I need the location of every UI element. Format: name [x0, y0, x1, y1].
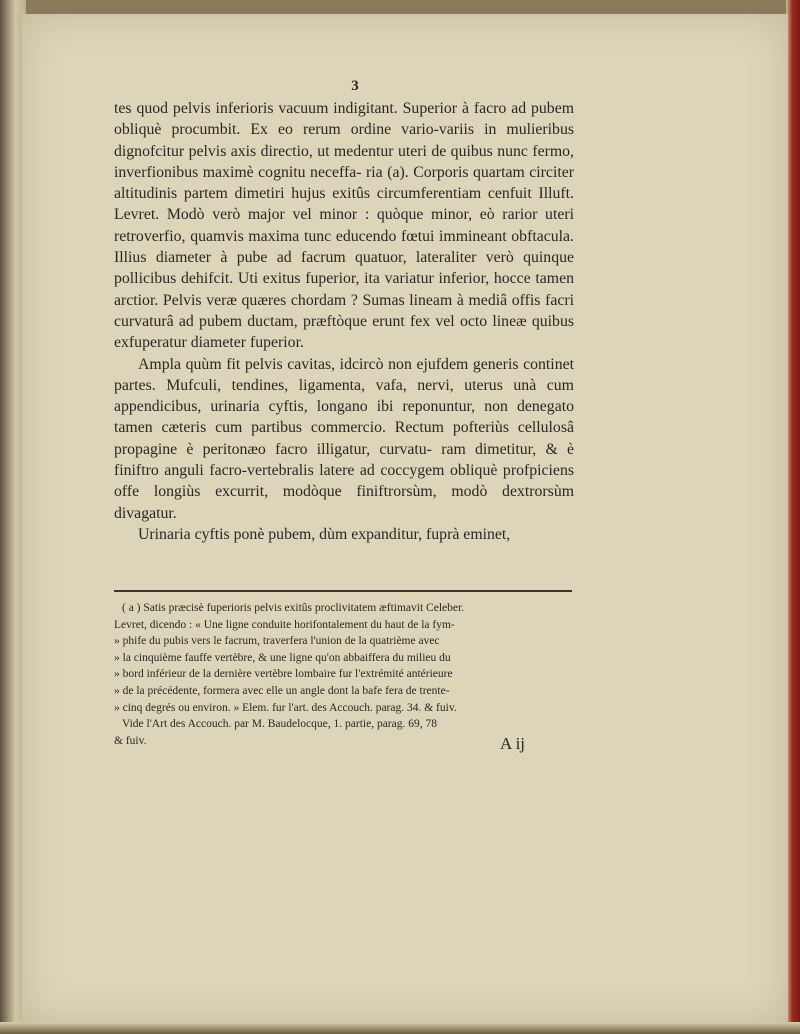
text-line: de quibus nunc fermo, inverfionibus maximè cognitu neceffa-: [114, 142, 575, 181]
paragraph-1: [114, 98, 574, 354]
paragraph-3: [114, 524, 574, 545]
text-line: ram dimetitur, & è finiftro anguli facro-vertebralis latere ad: [114, 440, 575, 480]
text-line: continet partes. Mufculi, tendines, ligamenta, vafa, nervi, uterus: [114, 355, 574, 394]
footnote-line: » de la précédente, formera avec elle un angle dont la bafe fera de trente-: [114, 684, 450, 697]
text-line: hujus exitûs circumferentiam cenfuit Illuft. Levret. Modò verò: [114, 185, 574, 224]
footnote-rule: [114, 590, 572, 592]
page-number: 3: [351, 78, 359, 94]
text-line: Urinaria cyftis ponè pubem, dùm expanditur, fuprà eminet,: [138, 525, 511, 543]
text-line: ad pubem obliquè procumbit. Ex eo rerum ordine vario-variis: [114, 100, 575, 139]
text-line: diameter à pube ad facrum quatuor, lateraliter verò quinque: [155, 249, 574, 267]
text-line: hocce tamen arctior. Pelvis veræ quæres chordam ? Sumas lineam: [114, 270, 574, 309]
page-edge-right: [786, 0, 800, 1034]
main-text: [114, 98, 574, 545]
paragraph-2: [114, 354, 574, 524]
text-line: pollicibus dehifcit. Uti exitus fuperior, ita variatur inferior,: [114, 270, 490, 288]
text-line: pofteriùs cellulosâ propagine è peritonæo facro illigatur, curvatu-: [114, 419, 574, 458]
text-line: major vel minor : quòque minor, eò rarior uteri retroverfio,: [114, 206, 574, 245]
text-line: coccygem obliquè profpiciens offe longiùs excurrit, modòque: [114, 462, 574, 501]
text-line: finiftrorsùm, modò dextrorsùm divagatur.: [114, 483, 575, 522]
text-line: non denegato tamen cæteris cum partibus commercio. Rectum: [114, 398, 575, 437]
footnote-line: » la cinquième fauffe vertèbre, & une ligne qu'on abbaiffera du milieu du: [114, 651, 451, 664]
footnote-line: Levret, dicendo : « Une ligne conduite horifontalement du haut de la fym-: [114, 618, 455, 631]
text-line: quamvis maxima tunc educendo fœtui immineant obftacula. Illius: [114, 227, 574, 267]
footnote-line: Vide l'Art des Accouch. par M. Baudelocque, 1. partie, parag. 69, 78: [122, 718, 437, 731]
text-line: tes quod pelvis inferioris vacuum indigitant. Superior à facro: [114, 100, 507, 117]
footnote: [114, 600, 572, 749]
text-line: in mulieribus dignofcitur pelvis axis directio, ut medentur uteri: [114, 121, 574, 160]
footnote-line: » phife du pubis vers le facrum, traverfera l'union de la quatrième avec: [114, 635, 440, 648]
text-line: erunt fex vel octo lineæ quibus exfuperatur diameter fuperior.: [114, 312, 574, 352]
signature-mark: A ij: [500, 734, 526, 753]
footnote-line: & fuiv.: [114, 734, 147, 747]
footnote-line: » bord inférieur de la dernière vertèbre lombaire fur l'extrémité antérieure: [114, 668, 453, 681]
text-line: unà cum appendicibus, urinaria cyftis, longano ibi reponuntur,: [114, 376, 574, 416]
footnote-line: » cinq degrés ou environ. » Elem. fur l'art. des Accouch. parag. 34. & fuiv.: [114, 701, 457, 714]
text-line: Ampla quùm fit pelvis cavitas, idcircò non ejufdem generis: [138, 355, 519, 373]
text-line: ria (a). Corporis quartam circiter altitudinis partem dimetiri: [114, 163, 574, 203]
footnote-line: ( a ) Satis præcisè fuperioris pelvis exitûs proclivitatem æftimavit Celeber.: [122, 602, 465, 614]
text-line: à mediâ offis facri curvaturâ ad pubem ductam, præftòque: [114, 291, 574, 330]
